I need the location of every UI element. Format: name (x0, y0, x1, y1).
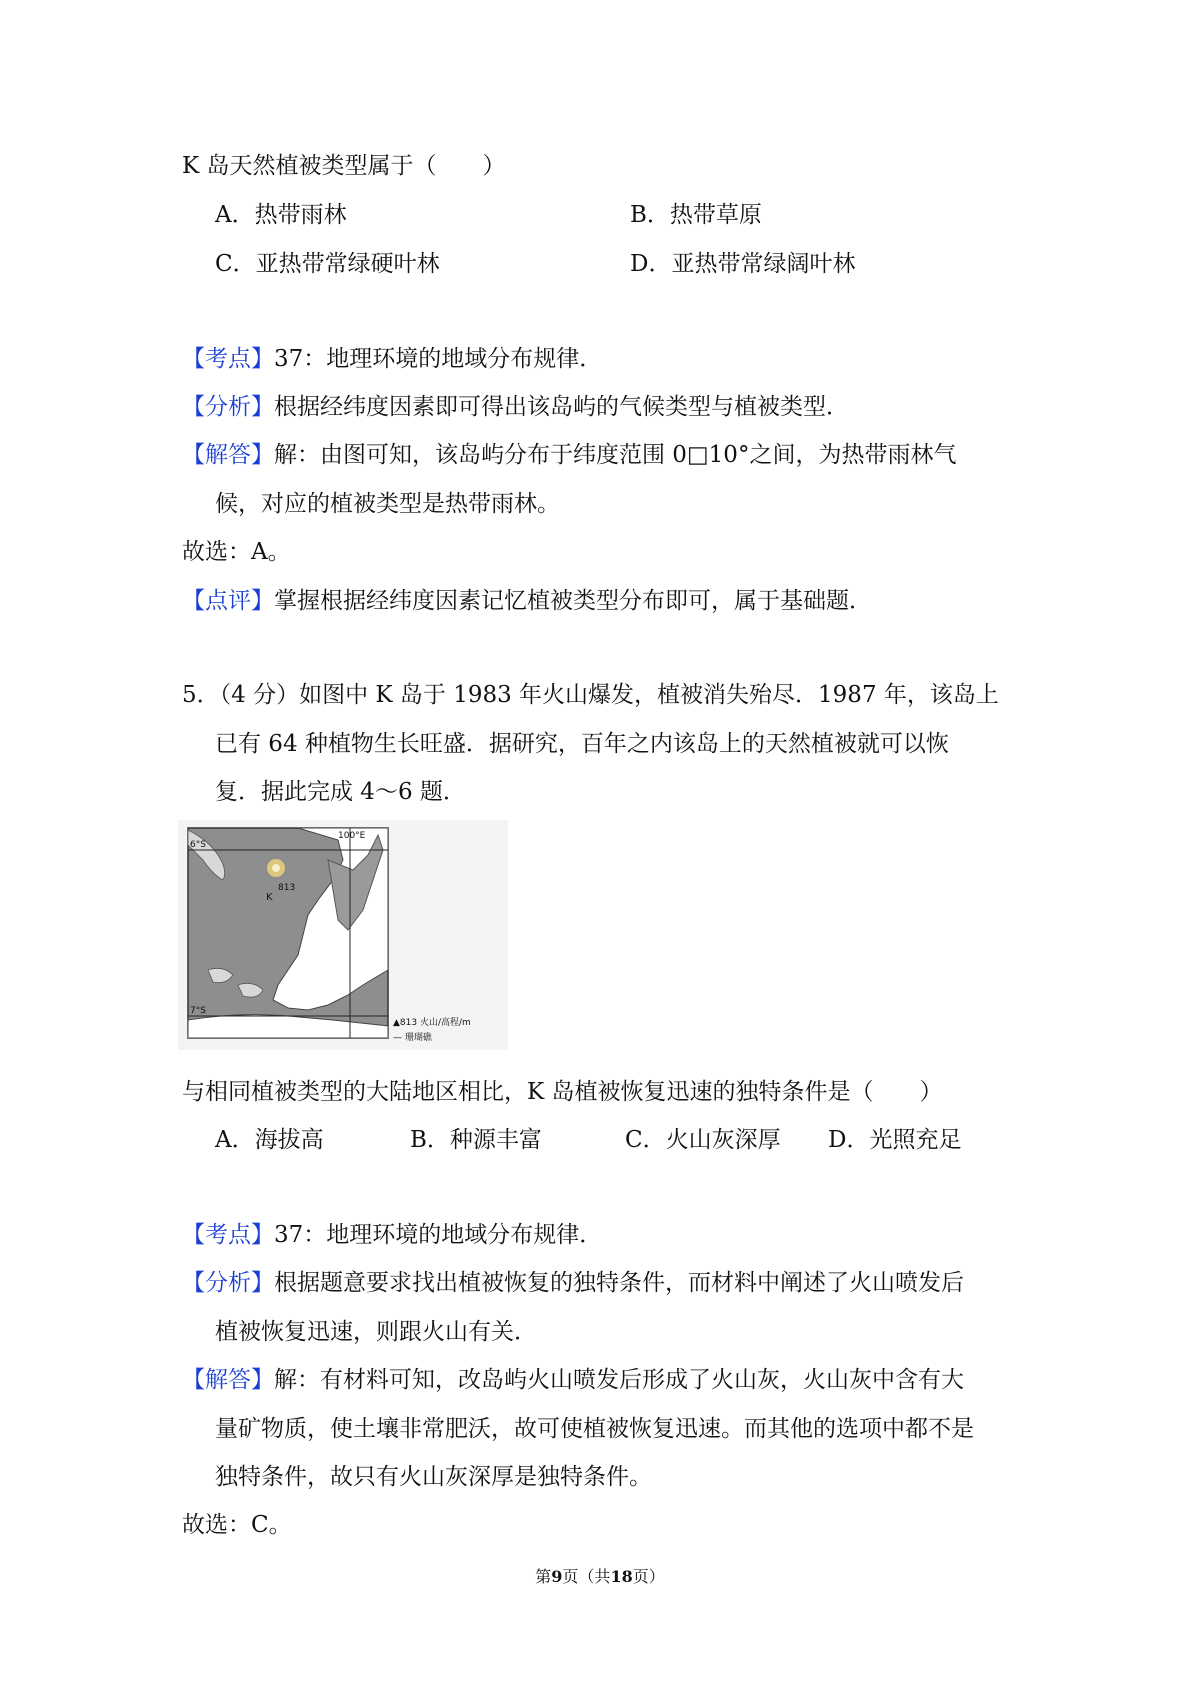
q5-option-a: A．海拔高 (215, 1127, 324, 1153)
q5-intro-2: 已有 64 种植物生长旺盛．据研究，百年之内该岛上的天然植被就可以恢 (215, 731, 949, 757)
map-lat-top-label: 6°S (190, 840, 206, 850)
q4-fenxi (182, 392, 849, 422)
footer-total-pages: 18 (610, 1567, 633, 1586)
fenxi-tag: 【分析】 (182, 1270, 274, 1296)
q5-guxuan: 故选：C。 (182, 1512, 292, 1538)
footer-page-number: 9 (551, 1567, 563, 1586)
jieda-text: 解：由图可知，该岛屿分布于纬度范围 0□10°之间，为热带雨林气 (274, 442, 957, 468)
q5-fenxi (182, 1268, 964, 1298)
fenxi-text: 根据经纬度因素即可得出该岛屿的气候类型与植被类型． (274, 394, 849, 420)
q4-dianping (182, 586, 872, 616)
map-legend-line: — 珊瑚礁 (393, 1033, 432, 1043)
q5-intro-3: 复．据此完成 4～6 题． (215, 779, 466, 805)
island-map (178, 820, 508, 1050)
q5-kaodian (182, 1220, 602, 1250)
kaodian-tag: 【考点】 (182, 1222, 274, 1248)
q4-kaodian (182, 344, 602, 374)
page-footer (0, 1567, 1200, 1587)
q5-jieda-cont-1: 量矿物质，使土壤非常肥沃，故可使植被恢复迅速。而其他的选项中都不是 (215, 1416, 974, 1442)
jieda-text: 解：有材料可知，改岛屿火山喷发后形成了火山灰，火山灰中含有大 (274, 1367, 964, 1393)
q4-option-a: A．热带雨林 (215, 202, 347, 228)
map-legend-volcano: ▲813 火山/高程/m (393, 1018, 471, 1028)
q5-option-d: D．光照充足 (828, 1127, 962, 1153)
footer-suffix: 页） (632, 1567, 665, 1586)
q4-option-c: C．亚热带常绿硬叶林 (215, 251, 440, 277)
q5-fenxi-cont: 植被恢复迅速，则跟火山有关． (215, 1319, 537, 1345)
kaodian-text: 37：地理环境的地域分布规律． (274, 1222, 603, 1248)
q4-option-b: B．热带草原 (630, 202, 762, 228)
kaodian-text: 37：地理环境的地域分布规律． (274, 346, 603, 372)
map-longitude-label: 100°E (338, 831, 366, 841)
dianping-tag: 【点评】 (182, 588, 274, 614)
jieda-tag: 【解答】 (182, 442, 274, 468)
dianping-text: 掌握根据经纬度因素记忆植被类型分布即可，属于基础题． (274, 588, 872, 614)
q5-jieda-cont-2: 独特条件，故只有火山灰深厚是独特条件。 (215, 1464, 652, 1490)
q5-intro-1: 5．（4 分）如图中 K 岛于 1983 年火山爆发，植被消失殆尽．1987 年，该岛上 (182, 682, 999, 708)
fenxi-text: 根据题意要求找出植被恢复的独特条件，而材料中阐述了火山喷发后 (274, 1270, 964, 1296)
map-lat-bottom-label: 7°S (190, 1006, 206, 1016)
q4-jieda (182, 440, 956, 470)
q5-stem: 与相同植被类型的大陆地区相比，K 岛植被恢复迅速的独特条件是（ ） (182, 1079, 943, 1105)
jieda-tag: 【解答】 (182, 1367, 274, 1393)
map-elevation-label: 813 (278, 883, 296, 893)
footer-prefix: 第 (535, 1567, 552, 1586)
q4-jieda-cont: 候，对应的植被类型是热带雨林。 (215, 491, 560, 517)
q4-option-d: D．亚热带常绿阔叶林 (630, 251, 856, 277)
kaodian-tag: 【考点】 (182, 346, 274, 372)
q5-jieda (182, 1365, 964, 1395)
footer-mid: 页（共 (562, 1567, 611, 1586)
q5-option-b: B．种源丰富 (410, 1127, 542, 1153)
q4-guxuan: 故选：A。 (182, 539, 291, 565)
q5-option-c: C．火山灰深厚 (625, 1127, 781, 1153)
q4-stem: K 岛天然植被类型属于（ ） (182, 153, 506, 179)
fenxi-tag: 【分析】 (182, 394, 274, 420)
map-island-label: K (266, 892, 273, 903)
